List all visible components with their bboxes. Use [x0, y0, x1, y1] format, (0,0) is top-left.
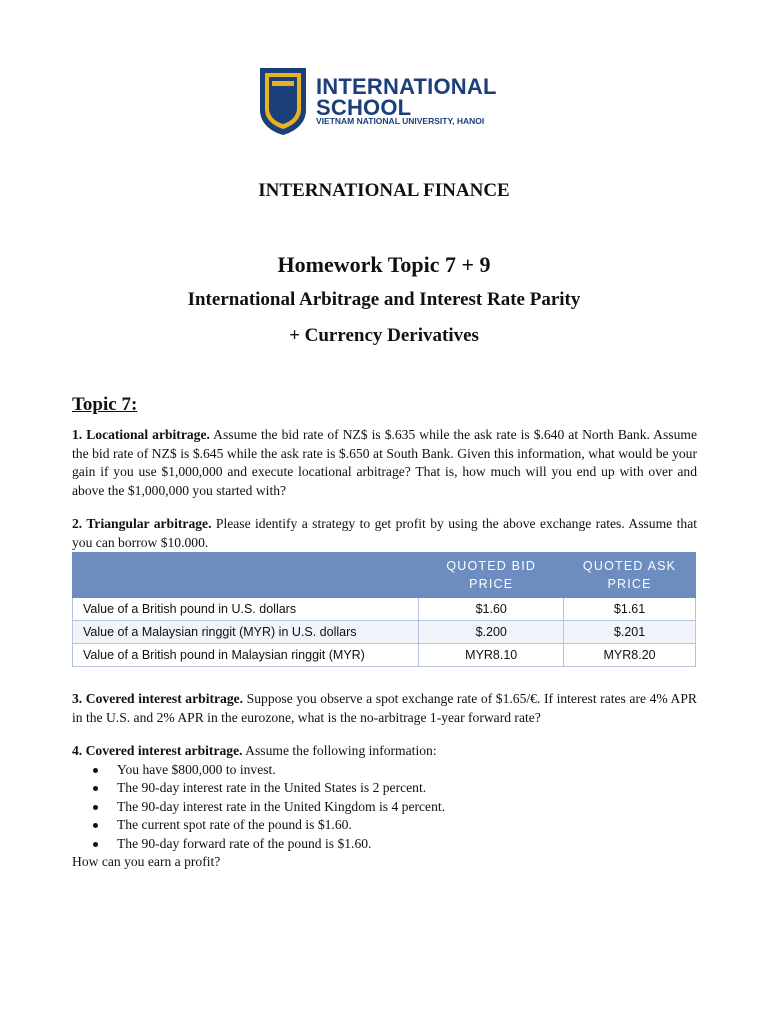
table-cell: Value of a British pound in Malaysian ringgit (MYR): [73, 644, 419, 667]
list-item: You have $800,000 to invest.: [72, 761, 697, 780]
table-header-row: [73, 553, 696, 598]
question-3-text: Suppose you observe a spot exchange rate of $1.65/€. If interest rates are 4% APR in the U.S. and 2% APR in the eurozone, what is the no-arbitrage 1-year forward rate?: [72, 691, 698, 725]
school-logo: [258, 66, 518, 138]
course-title: INTERNATIONAL FINANCE: [258, 180, 510, 201]
table-row: [73, 644, 696, 667]
table-cell: Value of a Malaysian ringgit (MYR) in U.S. dollars: [73, 621, 419, 644]
question-1-text: Assume the bid rate of NZ$ is $.635 while the ask rate is $.640 at North Bank. Assume the bid rate of NZ$ is $.645 while the ask rate is $.650 at South Bank. Given this information, what would be your gain if you use $1,000,000 and execute locational arbitrage? That is, how much will you end up with over and above the $1,000,000 you started with?: [72, 427, 697, 498]
list-item: The 90-day interest rate in the United Kingdom is 4 percent.: [72, 798, 697, 817]
list-item: The 90-day interest rate in the United States is 2 percent.: [72, 779, 697, 798]
table-header-cell: [419, 553, 564, 598]
bid-price-header: QUOTED BID PRICE: [446, 559, 537, 591]
logo-university: VIETNAM NATIONAL UNIVERSITY, HANOI: [316, 116, 485, 126]
table-cell: $.200: [419, 621, 564, 644]
logo-title-line2: SCHOOL: [316, 95, 412, 120]
table-cell: $1.60: [419, 598, 564, 621]
topic-heading: Topic 7:: [72, 394, 138, 415]
question-4-title: 4. Covered interest arbitrage.: [72, 743, 243, 758]
exchange-rate-table: [72, 552, 696, 667]
question-4-text: Assume the following information:: [245, 743, 437, 758]
question-2-text: Please identify a strategy to get profit by using the above exchange rates. Assume that you can borrow $10.000.: [72, 516, 697, 550]
question-4: [72, 742, 697, 872]
table-cell: $.201: [564, 621, 696, 644]
ask-price-header: QUOTED ASK PRICE: [582, 559, 677, 591]
logo-title-line1: INTERNATIONAL: [316, 74, 497, 99]
list-item: The current spot rate of the pound is $1.60.: [72, 816, 697, 835]
table-row: [73, 621, 696, 644]
homework-subtitle-2: + Currency Derivatives: [289, 325, 479, 346]
table-cell: $1.61: [564, 598, 696, 621]
question-3-title: 3. Covered interest arbitrage.: [72, 691, 244, 706]
question-4-bullets: [72, 761, 697, 854]
question-2: [72, 515, 697, 552]
question-1: [72, 426, 697, 500]
table-header-cell: [73, 553, 419, 598]
question-1-title: 1. Locational arbitrage.: [72, 427, 210, 442]
school-shield-icon: [258, 66, 308, 136]
table-cell: MYR8.10: [419, 644, 564, 667]
question-3: [72, 690, 697, 727]
question-4-closing: How can you earn a profit?: [72, 854, 221, 869]
table-header-cell: [564, 553, 696, 598]
homework-subtitle-1: International Arbitrage and Interest Rate Parity: [187, 289, 581, 310]
table-cell: Value of a British pound in U.S. dollars: [73, 598, 419, 621]
question-2-title: 2. Triangular arbitrage.: [72, 516, 212, 531]
table-row: [73, 598, 696, 621]
table-cell: MYR8.20: [564, 644, 696, 667]
homework-title: Homework Topic 7 + 9: [277, 252, 491, 277]
list-item: The 90-day forward rate of the pound is $1.60.: [72, 835, 697, 854]
